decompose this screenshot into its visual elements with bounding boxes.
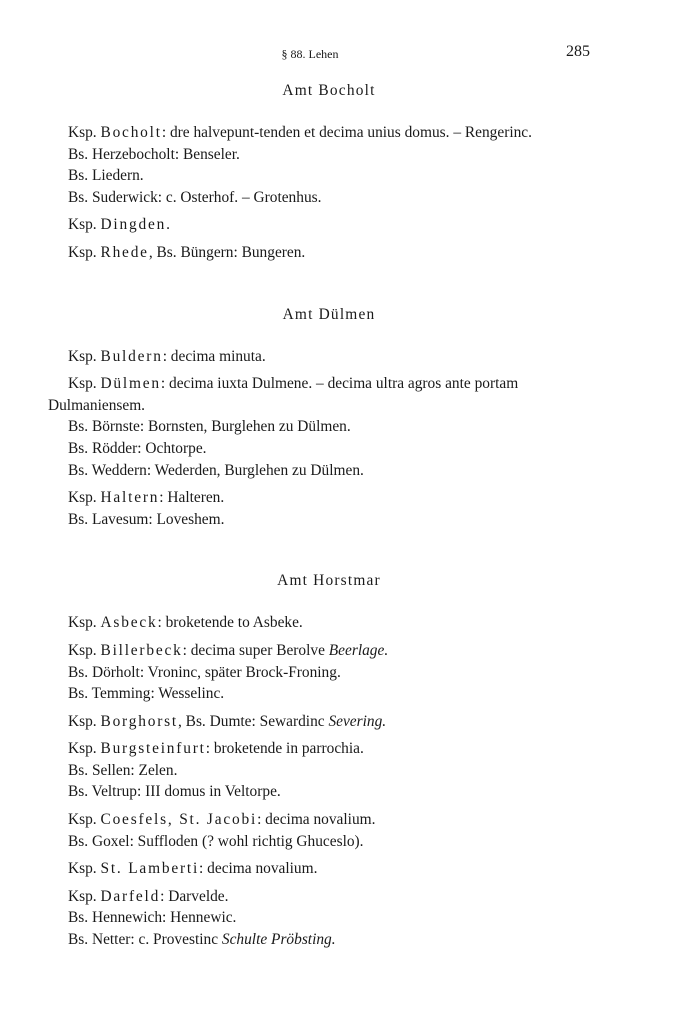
text-run: Bs. Veltrup: III domus in Veltorpe. (68, 783, 281, 801)
entry-line (48, 711, 588, 733)
text-run: Bs. Suderwick: c. Osterhof. – Grotenhus. (68, 188, 322, 206)
place-name: Rhede (100, 243, 149, 261)
entry-line (48, 509, 588, 531)
entry-line (48, 438, 588, 460)
place-name: Bocholt (100, 124, 162, 141)
entry (48, 373, 588, 481)
text-run: Bs. Weddern: Wederden, Burglehen zu Dülmen. (68, 461, 364, 479)
entry (48, 612, 588, 634)
text-run: Bs. Liedern. (68, 167, 144, 185)
entry-line (48, 346, 588, 368)
text-run: Bs. Herzebocholt: Benseler. (68, 145, 240, 163)
text-run: : decima novalium. (257, 811, 376, 829)
entry-line (48, 165, 588, 187)
text-run: Ksp. (68, 347, 101, 365)
text-run: Ksp. (68, 216, 101, 234)
entry-line (48, 683, 588, 705)
entry-line (48, 122, 588, 144)
text-run: Ksp. (68, 375, 101, 393)
text-run: Ksp. (68, 712, 101, 730)
place-name: Haltern (100, 489, 160, 507)
entry-line (48, 858, 588, 880)
text-run: : dre halvepunt-tenden et decima unius domus. – Rengerinc. (161, 124, 532, 141)
text-run: Ksp. (68, 243, 101, 261)
entry (48, 242, 588, 264)
text-run: Ksp. (68, 887, 101, 905)
text-run: Ksp. (68, 811, 101, 829)
text-run: Ksp. (68, 489, 101, 507)
place-name: Asbeck (100, 614, 158, 632)
entry-line (48, 395, 588, 417)
section (48, 80, 588, 264)
italic-note: Schulte Pröbsting. (221, 931, 336, 949)
entry-line (48, 831, 588, 853)
entry-line (48, 760, 588, 782)
entry-line (48, 460, 588, 482)
entry-line (48, 886, 588, 908)
section-heading: Amt Dülmen (282, 305, 376, 323)
entry-line (48, 612, 588, 634)
page-number: 285 (566, 43, 590, 60)
entry-line (48, 144, 588, 166)
text-run: : decima novalium. (199, 860, 318, 878)
text-run: Bs. Goxel: Suffloden (? wohl richtig Ghuceslo). (68, 832, 364, 850)
entry (48, 858, 588, 880)
text-run: Bs. Dörholt: Vroninc, später Brock-Froning. (68, 663, 341, 681)
entry-line (48, 640, 588, 662)
text-run: Ksp. (68, 124, 101, 141)
text-run: Bs. Temming: Wesselinc. (68, 685, 225, 703)
text-run: , Bs. Büngern: Bungeren. (148, 243, 306, 261)
page-content (48, 80, 588, 991)
text-run: : decima iuxta Dulmene. – decima ultra agros ante portam (160, 375, 519, 393)
section-heading: Amt Horstmar (277, 572, 381, 590)
place-name: St. Lamberti (100, 860, 200, 878)
place-name: Buldern (100, 347, 163, 365)
text-run: Bs. Sellen: Zelen. (68, 761, 178, 779)
entry-line (48, 487, 588, 509)
entry-line (48, 662, 588, 684)
entry (48, 809, 588, 852)
entry (48, 346, 588, 368)
entry-line (48, 242, 588, 264)
text-run: Bs. Hennewich: Hennewic. (68, 909, 237, 927)
entry (48, 886, 588, 951)
section (48, 304, 588, 531)
entry-line (48, 907, 588, 929)
text-run: : broketende in parrochia. (205, 740, 364, 758)
section-heading: Amt Bocholt (282, 82, 376, 99)
entry (48, 487, 588, 530)
entry (48, 122, 588, 208)
text-run: Dulmaniensem. (48, 396, 146, 414)
entry-line (48, 214, 588, 236)
text-run: : broketende to Asbeke. (157, 614, 303, 632)
place-name: Billerbeck (100, 641, 183, 659)
place-name: Borghorst (100, 712, 178, 730)
place-name: Coesfels, St. Jacobi (100, 811, 258, 829)
text-run: : Halteren. (159, 489, 225, 507)
place-name: Dülmen (100, 375, 161, 393)
text-run: Bs. Netter: c. Provestinc (68, 931, 222, 949)
entry-line (48, 809, 588, 831)
text-run: : decima minuta. (162, 347, 266, 365)
running-title: § 88. Lehen (281, 47, 339, 61)
entry-line (48, 416, 588, 438)
text-run: Bs. Lavesum: Loveshem. (68, 510, 225, 528)
running-head (0, 43, 700, 65)
text-run: Ksp. (68, 614, 101, 632)
text-run: Bs. Börnste: Bornsten, Burglehen zu Dülmen. (68, 418, 351, 436)
text-run: . (166, 216, 170, 234)
italic-note: Beerlage. (328, 641, 389, 659)
entry-line (48, 373, 588, 395)
place-name: Burgsteinfurt (100, 740, 206, 758)
text-run: Ksp. (68, 860, 101, 878)
text-run: : Darvelde. (160, 887, 229, 905)
italic-note: Severing. (328, 712, 387, 730)
entry (48, 738, 588, 803)
text-run: , Bs. Dumte: Sewardinc (177, 712, 329, 730)
entry-line (48, 929, 588, 951)
entry-line (48, 781, 588, 803)
entry-line (48, 187, 588, 209)
place-name: Darfeld (100, 887, 161, 905)
entry (48, 214, 588, 236)
entry-line (48, 738, 588, 760)
text-run: Bs. Rödder: Ochtorpe. (68, 439, 207, 457)
section (48, 570, 588, 950)
text-run: Ksp. (68, 641, 101, 659)
text-run: : decima super Berolve (182, 641, 329, 659)
entry (48, 711, 588, 733)
entry (48, 640, 588, 705)
text-run: Ksp. (68, 740, 101, 758)
place-name: Dingden (100, 216, 167, 234)
